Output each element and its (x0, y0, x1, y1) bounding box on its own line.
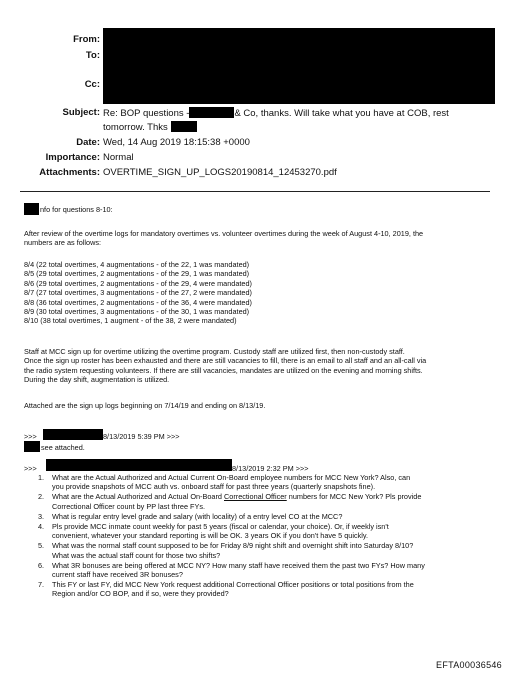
redaction-sender-initial (24, 203, 39, 215)
question-text: Region and/or CO BOP, and if so, were they provided? (52, 589, 229, 599)
subject-value-line2 (103, 121, 197, 133)
quote1-prefix: >>> (24, 432, 37, 441)
subject-value (103, 107, 449, 119)
question-text: Pls provide MCC inmate count weekly for past 5 years (fiscal or calendar, your choice). Or, if weekly isn't (52, 522, 389, 532)
redaction-recipients (103, 28, 495, 104)
question-text: convenient, whatever your standard reporting is will be OK. 3 years OK if you don't have 5 quickly. (52, 531, 368, 541)
question-item (24, 492, 494, 510)
subject-part-2: & Co, thanks. Will take what you have at COB, rest (234, 108, 449, 119)
question-text: This FY or last FY, did MCC New York request additional Correctional Officer positions or total positions from the (52, 580, 414, 590)
quote1-text: see attached. (41, 443, 85, 452)
question-text-part: numbers for MCC New York? Pls provide (288, 492, 422, 502)
staff-line: the radio system requesting volunteers. If there are still vacancies, mandates are utilized on the evening and morning shifts. (24, 365, 423, 375)
overtime-entry: 8/8 (36 total overtimes, 2 augmentations - of the 36, 4 were mandated) (24, 297, 252, 307)
staff-line: Once the sign up roster has been exhausted and there are still vacancies to fill, there is an email to all staff and an all-call via (24, 356, 427, 366)
redaction-subject-name (189, 107, 234, 118)
date-value: Wed, 14 Aug 2019 18:15:38 +0000 (103, 137, 250, 148)
question-text (52, 492, 494, 501)
question-item (24, 512, 494, 521)
question-number: 1. (38, 473, 45, 482)
question-text: you provide snapshots of MCC auth vs. onboard staff for past three years (quarterly snapshots fine). (52, 482, 376, 492)
question-number: 5. (38, 541, 45, 551)
quote2-prefix: >>> (24, 464, 37, 473)
question-number: 2. (38, 492, 45, 502)
question-item (24, 541, 494, 559)
attachment-link[interactable]: OVERTIME_SIGN_UP_LOGS20190814_12453270.pdf (103, 167, 337, 178)
redaction-quote1-sender (43, 429, 103, 440)
question-item (24, 580, 494, 598)
intro-line-1: After review of the overtime logs for mandatory overtimes vs. volunteer overtimes during the week of August 4-10, 2019, the (24, 229, 424, 238)
intro-line-2: numbers are as follows: (24, 238, 102, 248)
overtime-entry: 8/10 (38 total overtimes, 1 augment - of the 38, 2 were mandated) (24, 316, 237, 326)
question-list (24, 473, 494, 600)
overtime-entry: 8/7 (27 total overtimes, 3 augmentations - of the 27, 2 were mandated) (24, 288, 252, 298)
question-text: What is regular entry level grade and salary (with locality) of a entry level CO at the MCC? (52, 511, 343, 521)
overtime-list (24, 260, 494, 326)
question-text: What 3R bonuses are being offered at MCC NY? How many staff have received them the past two FYs? How many (52, 560, 425, 570)
importance-value: Normal (103, 152, 134, 163)
redaction-quote2-sender (46, 459, 232, 471)
date-label: Date: (76, 137, 100, 148)
redaction-subject-signoff (171, 121, 197, 132)
question-text: What are the Actual Authorized and Actual Current On-Board employee numbers for MCC New York? Also, can (52, 473, 411, 482)
overtime-entry: 8/4 (22 total overtimes, 4 augmentations - of the 22, 1 was mandated) (24, 260, 250, 269)
question-text: What was the actual staff count for those two shifts? (52, 550, 221, 560)
question-item (24, 522, 494, 540)
staff-paragraph (24, 347, 494, 385)
importance-label: Importance: (45, 152, 100, 163)
cc-label: Cc: (84, 79, 100, 90)
info-line: nfo for questions 8-10: (40, 205, 113, 214)
question-text: Correctional Officer count by PP last three FYs. (52, 501, 206, 511)
attachments-label: Attachments: (39, 167, 100, 178)
bates-number: EFTA00036546 (436, 660, 502, 670)
header-divider (20, 191, 490, 192)
overtime-entry: 8/9 (30 total overtimes, 3 augmentations - of the 30, 1 was mandated) (24, 307, 250, 317)
question-number: 7. (38, 580, 45, 590)
question-item (24, 561, 494, 579)
overtime-entry: 8/6 (29 total overtimes, 2 augmentations - of the 29, 4 were mandated) (24, 278, 252, 288)
to-label: To: (85, 50, 100, 61)
question-text-part: What are the Actual Authorized and Actual On-Board (52, 492, 222, 502)
subject-part-3: tomorrow. Thks (103, 122, 168, 133)
question-number: 3. (38, 511, 45, 521)
question-item (24, 473, 494, 491)
from-label: From: (73, 34, 100, 45)
quote1-date: 8/13/2019 5:39 PM >>> (103, 432, 180, 441)
staff-line: During the day shift, augmentation is utilized. (24, 375, 170, 385)
quote2-date: 8/13/2019 2:32 PM >>> (232, 464, 309, 473)
question-text: current staff have received 3R bonuses? (52, 570, 183, 580)
subject-label: Subject: (62, 107, 100, 118)
staff-line: Staff at MCC sign up for overtime utilizing the overtime program. Custody staff are utilized first, then non-custody staff. (24, 347, 405, 356)
question-text-underlined: Correctional Officer (224, 492, 287, 502)
subject-part-1: Re: BOP questions - (103, 108, 190, 119)
redaction-quote1-initial (24, 441, 40, 452)
overtime-entry: 8/5 (29 total overtimes, 2 augmentations - of the 29, 1 was mandated) (24, 269, 250, 279)
question-number: 6. (38, 560, 45, 570)
question-text: What was the normal staff count supposed to be for Friday 8/9 night shift and overnight shift into Saturday 8/10? (52, 541, 414, 551)
intro-paragraph (24, 229, 494, 248)
attached-line: Attached are the sign up logs beginning on 7/14/19 and ending on 8/13/19. (24, 401, 266, 410)
question-number: 4. (38, 522, 45, 532)
